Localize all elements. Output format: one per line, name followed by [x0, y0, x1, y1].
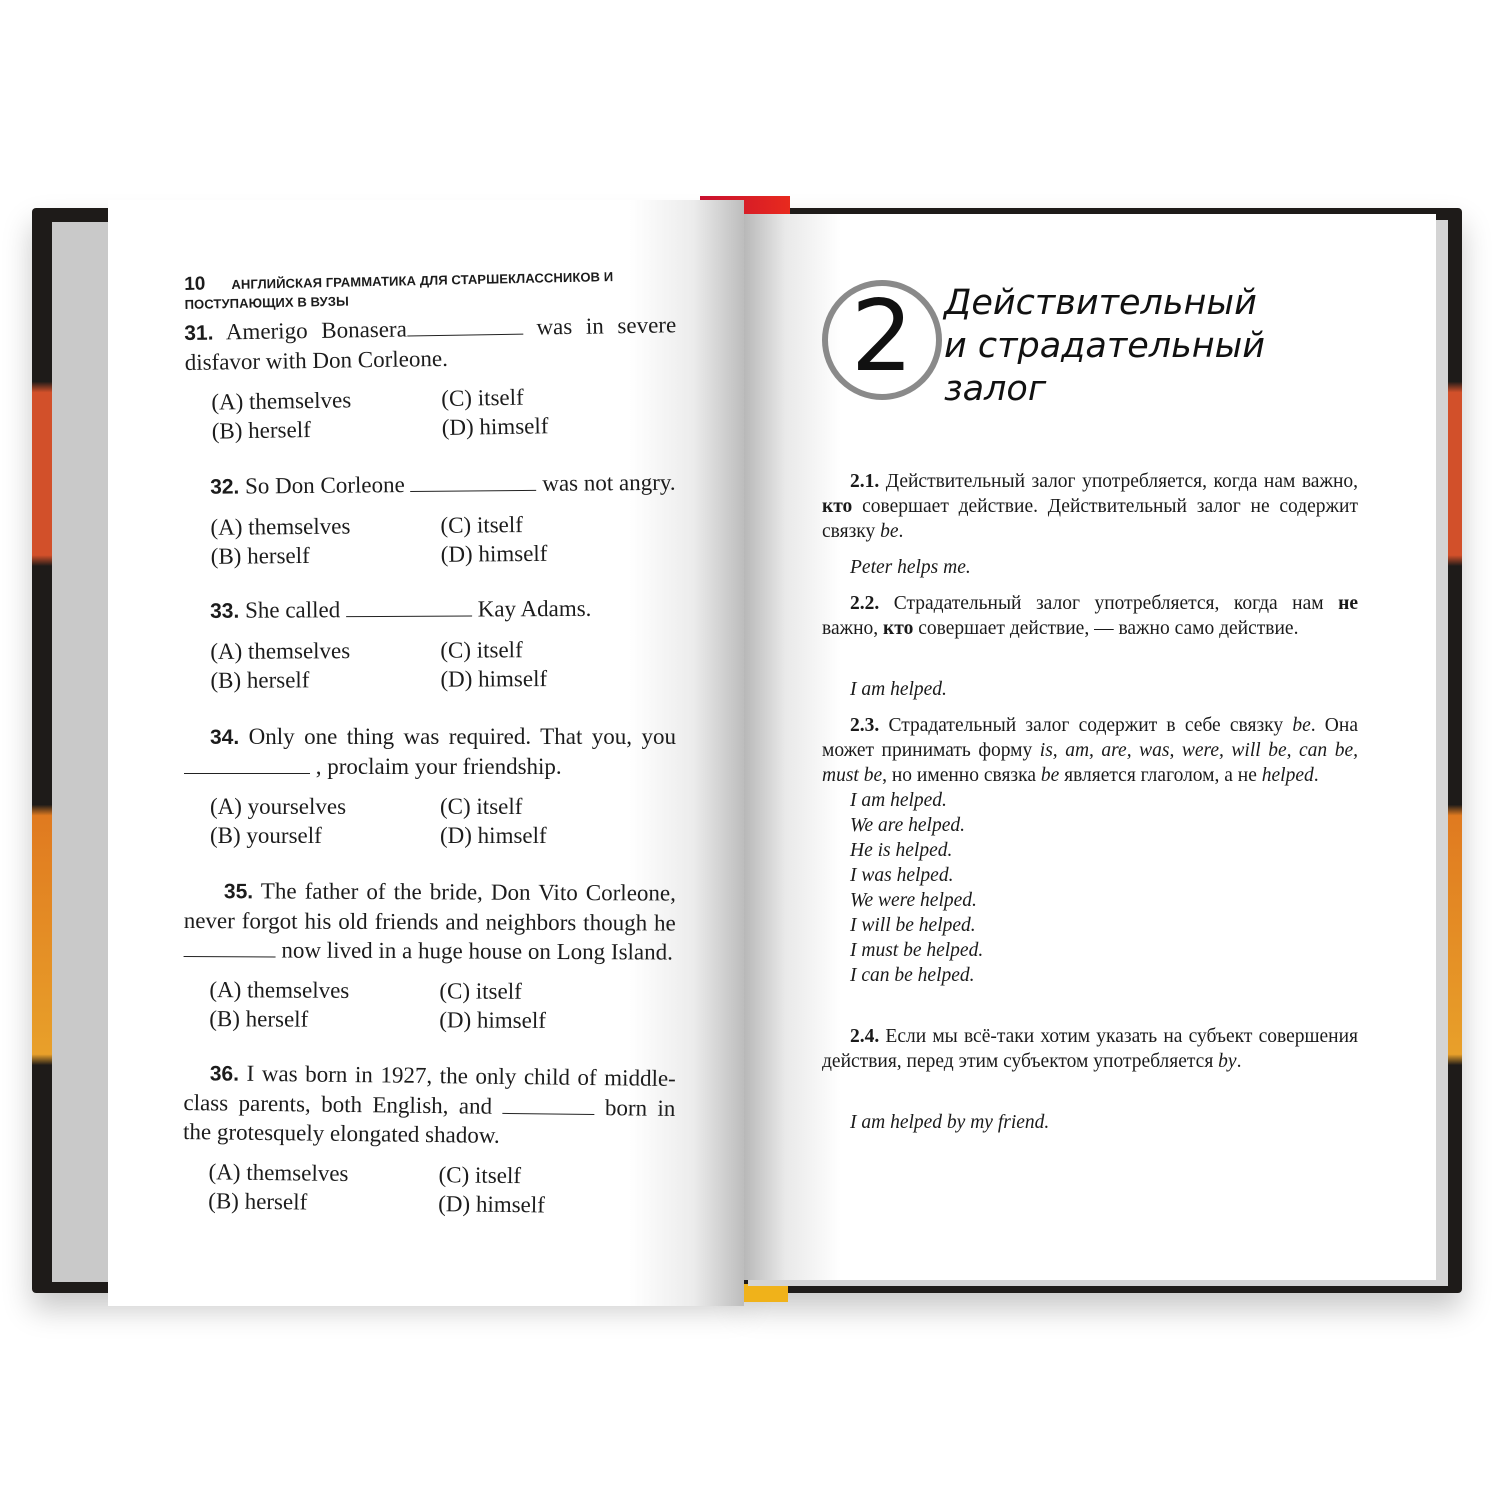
answer-options [211, 380, 678, 445]
example-2-1: Peter helps me. [850, 557, 971, 578]
section-number: 2.1. [850, 471, 880, 492]
option-c: (C) itself [439, 978, 522, 1004]
answer-blank [502, 1095, 594, 1115]
option-d: (D) himself [440, 666, 548, 692]
running-header-text: АНГЛИЙСКАЯ ГРАММАТИКА ДЛЯ СТАРШЕКЛАССНИКОВ И ПОСТУПАЮЩИХ В ВУЗЫ [184, 269, 614, 312]
answer-options [210, 509, 676, 571]
option-c: (C) itself [440, 794, 523, 819]
option-a: (A) themselves [209, 977, 350, 1003]
answer-options [209, 975, 675, 1035]
option-a: (A) themselves [210, 513, 351, 540]
option-a: (A) themselves [208, 1159, 349, 1187]
option-b: (B) herself [209, 1006, 309, 1032]
answer-options [208, 1157, 675, 1221]
question-number: 32. [210, 475, 240, 499]
option-d: (D) himself [439, 1007, 546, 1033]
answer-blank [410, 472, 536, 492]
section-2-3: 2.3. Страдательный залог содержит в себе связку be. Она может принимать форму is, am, are, was, were, will be, can be, must be, но именно связка be является глаголом, а не helped. I am helped. We are helped. He is helped. I was helped. We were helped. I will be helped. I must be helped. I can be helped. [822, 715, 1358, 986]
section-2-1: 2.1. Действительный залог употребляется, когда нам важно, кто совершает действие. Действительный залог не содержит связку be. [822, 471, 1358, 542]
answer-blank [184, 938, 276, 957]
option-b: (B) herself [210, 542, 310, 569]
chapter-number-badge [822, 280, 942, 400]
option-d: (D) himself [440, 540, 548, 567]
answer-blank [346, 597, 472, 617]
question-number: 36. [209, 1062, 240, 1086]
section-number: 2.3. [850, 715, 880, 736]
section-2-4: 2.4. Если мы всё-таки хотим указать на субъект совершения действия, перед этим субъектом употребляется by. [822, 1026, 1358, 1072]
option-b: (B) herself [211, 417, 311, 444]
question-34: 34. Only one thing was required. That you, you , proclaim your friendship. (A) yourselves (C) itself (B) yourself (D) himself [184, 722, 676, 850]
chapter-title: Действительный и страдательный залог [944, 283, 1265, 409]
answer-blank [407, 316, 523, 337]
section-number: 2.2. [850, 593, 880, 614]
question-number: 33. [210, 599, 240, 623]
option-d: (D) himself [438, 1191, 546, 1218]
option-d: (D) himself [440, 823, 547, 848]
option-c: (C) itself [441, 384, 524, 411]
option-c: (C) itself [440, 637, 523, 663]
question-32: 32. So Don Corleone was not angry. (A) themselves (C) itself (B) herself (D) himself [184, 468, 677, 571]
option-a: (A) themselves [210, 638, 351, 664]
question-35: 35. The father of the bride, Don Vito Corleone, never forgot his old friends and neighbors though he now lived in a huge house on Long Island. (A) themselves (C) itself (B) herself (D) himself [183, 876, 676, 1036]
option-d: (D) himself [441, 413, 549, 440]
page-number: 10 [184, 273, 206, 295]
question-31: 31. Amerigo Bonasera was in severe disfavor with Don Corleone. (A) themselves (C) itself (B) herself (D) himself [184, 310, 678, 446]
answer-blank [184, 755, 310, 774]
question-number: 35. [223, 880, 254, 904]
question-number: 31. [184, 321, 214, 345]
section-number: 2.4. [850, 1026, 880, 1047]
answer-options [210, 792, 676, 850]
option-c: (C) itself [438, 1162, 522, 1189]
answer-options [210, 634, 676, 694]
option-b: (B) herself [210, 667, 310, 693]
option-c: (C) itself [440, 512, 523, 538]
chapter-number: 2 [850, 280, 914, 394]
option-b: (B) herself [208, 1188, 308, 1215]
example-2-2: I am helped. [850, 679, 947, 700]
question-36: 36. I was born in 1927, the only child of middle-class parents, both English, and born in the grotesquely elongated shadow. (A) themselves (C) itself (B) herself (D) himself [182, 1058, 676, 1221]
option-a: (A) yourselves [210, 794, 347, 819]
question-number: 34. [210, 726, 240, 749]
example-2-4: I am helped by my friend. [850, 1112, 1050, 1133]
option-b: (B) yourself [210, 823, 322, 848]
option-a: (A) themselves [211, 387, 352, 415]
section-2-2: 2.2. Страдательный залог употребляется, когда нам не важно, кто совершает действие, — важно само действие. [822, 593, 1358, 639]
question-33: 33. She called Kay Adams. (A) themselves (C) itself (B) herself (D) himself [184, 593, 677, 695]
